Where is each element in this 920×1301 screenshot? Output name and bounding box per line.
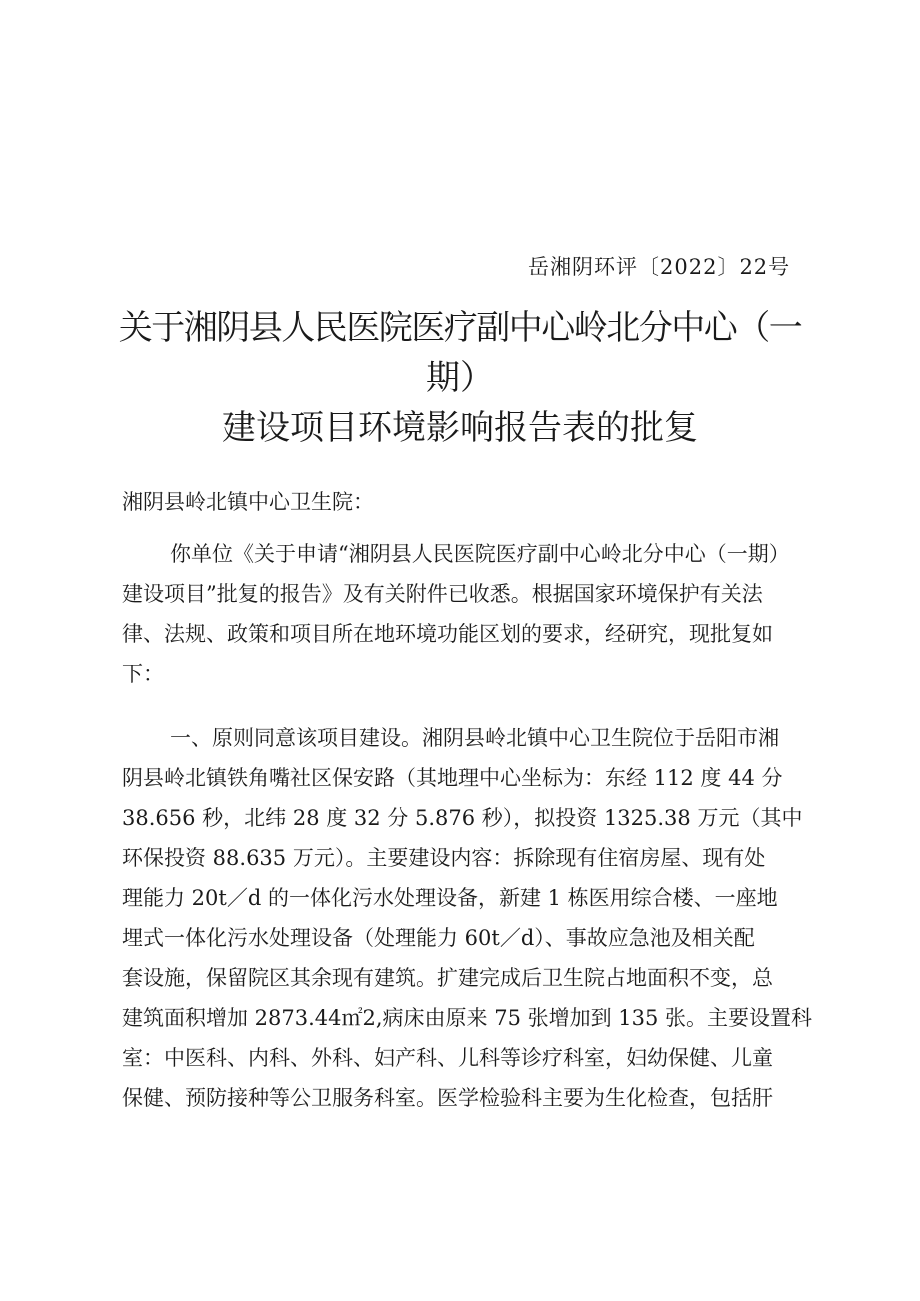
paragraph-1-line: 建设项目”批复的报告》及有关附件已收悉。根据国家环境保护有关法 [122, 582, 763, 606]
paragraph-2-line: 保健、预防接种等公卫服务科室。医学检验科主要为生化检查，包括肝 [122, 1086, 773, 1110]
paragraph-2-line: 室：中医科、内科、外科、妇产科、儿科等诊疗科室，妇幼保健、儿童 [122, 1046, 773, 1070]
recipient: 湘阴县岭北镇中心卫生院： [122, 490, 374, 514]
title-line-3: 建设项目环境影响报告表的批复 [222, 408, 698, 448]
paragraph-2-line: 环保投资 88.635 万元）。主要建设内容：拆除现有住宿房屋、现有处 [122, 846, 766, 870]
title-line-1: 关于湘阴县人民医院医疗副中心岭北分中心（一 [118, 308, 802, 348]
paragraph-2-line: 理能力 20t／d 的一体化污水处理设备，新建 1 栋医用综合楼、一座地 [122, 886, 778, 910]
paragraph-2-line: 阴县岭北镇铁角嘴社区保安路（其地理中心坐标为：东经 112 度 44 分 [122, 766, 783, 790]
paragraph-2 [122, 718, 838, 1118]
document-title [60, 303, 860, 453]
document-number: 岳湘阴环评〔2022〕22号 [528, 255, 791, 279]
title-line-2: 期） [426, 358, 494, 398]
paragraph-2-line: 一、原则同意该项目建设。湘阴县岭北镇中心卫生院位于岳阳市湘 [170, 726, 779, 750]
paragraph-2-line: 38.656 秒，北纬 28 度 32 分 5.876 秒），拟投资 1325.38 万元（其中 [122, 806, 803, 830]
paragraph-1-line: 你单位《关于申请“湘阴县人民医院医疗副中心岭北分中心（一期） [170, 542, 790, 566]
paragraph-2-line: 埋式一体化污水处理设备（处理能力 60t／d）、事故应急池及相关配 [122, 926, 755, 950]
paragraph-1 [122, 534, 838, 694]
paragraph-2-line: 建筑面积增加 2873.44㎡2,病床由原来 75 张增加到 135 张。主要设置科 [122, 1006, 813, 1030]
paragraph-1-line: 律、法规、政策和项目所在地环境功能区划的要求，经研究，现批复如 [122, 622, 773, 646]
paragraph-1-line: 下： [122, 662, 164, 686]
paragraph-2-line: 套设施，保留院区其余现有建筑。扩建完成后卫生院占地面积不变，总 [122, 966, 773, 990]
